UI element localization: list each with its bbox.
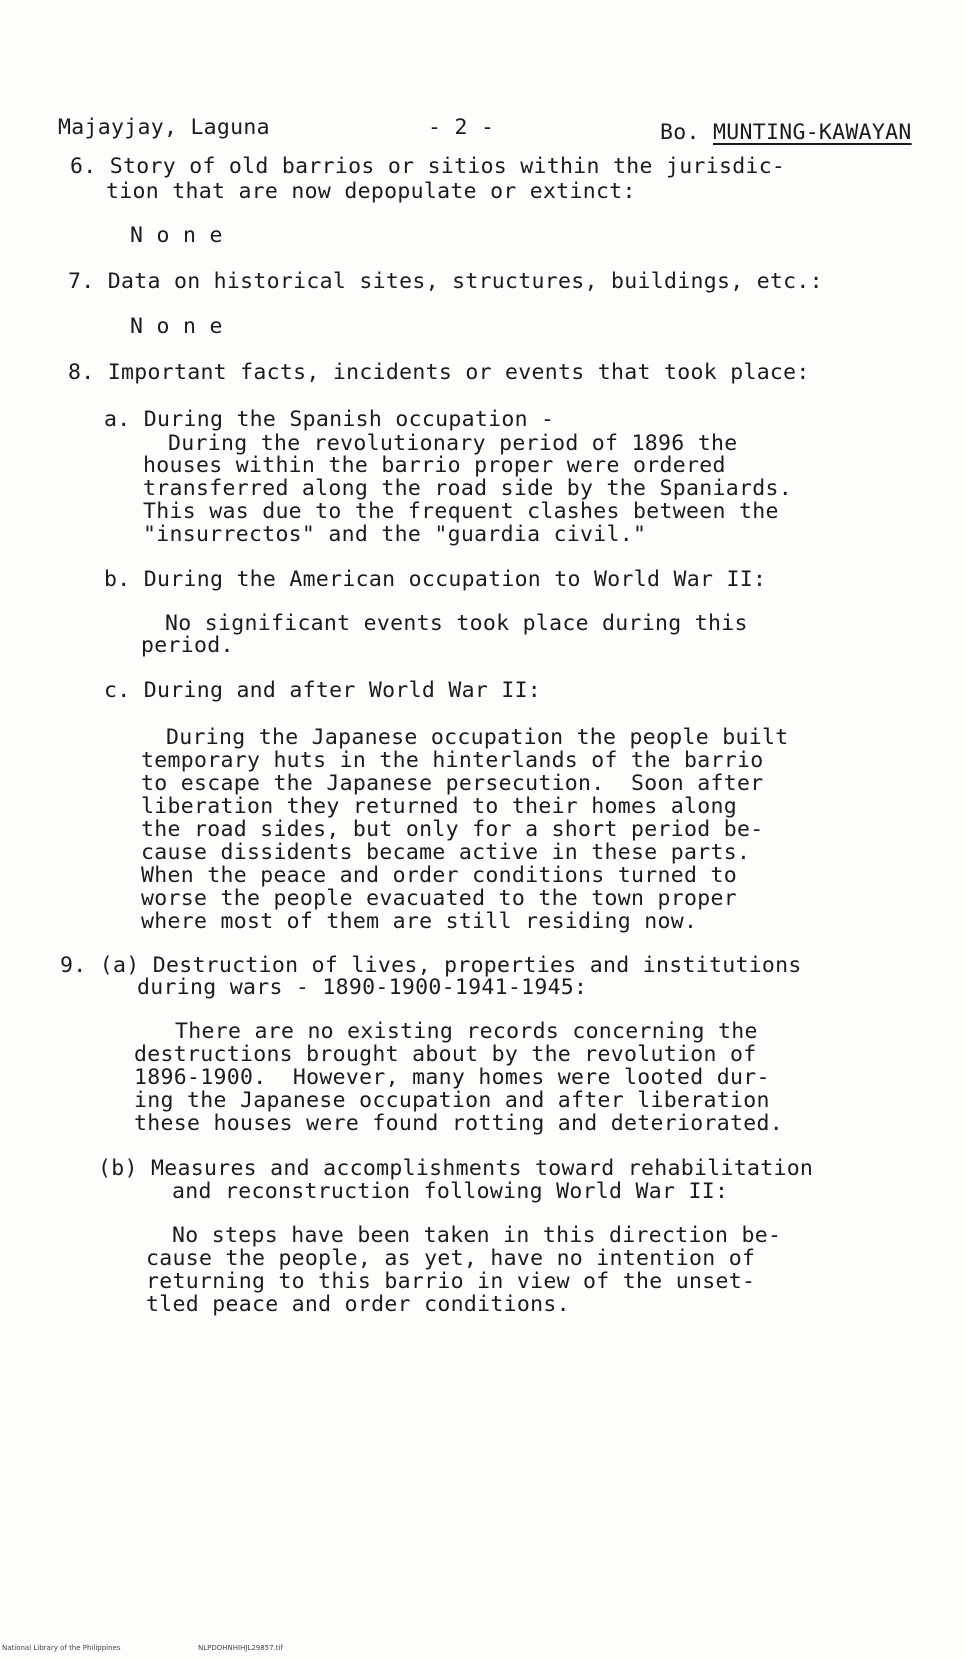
- item8c-line: where most of them are still residing now.: [141, 909, 698, 934]
- item8c-line: worse the people evacuated to the town proper: [141, 886, 737, 911]
- item9a-line: There are no existing records concerning the: [175, 1019, 758, 1044]
- item8b-line: period.: [141, 633, 234, 658]
- item8a-heading: a. During the Spanish occupation -: [104, 407, 555, 432]
- item8c-line: temporary huts in the hinterlands of the barrio: [141, 748, 764, 773]
- item8c-line: the road sides, but only for a short period be-: [141, 817, 764, 842]
- item8a-line: "insurrectos" and the "guardia civil.": [143, 522, 647, 547]
- item9b-line: cause the people, as yet, have no intention of: [146, 1246, 756, 1271]
- item6-answer: N o n e: [130, 223, 223, 248]
- item8b-line: No significant events took place during this: [165, 611, 748, 636]
- item8c-line: liberation they returned to their homes along: [141, 794, 737, 819]
- item8c-line: cause dissidents became active in these parts.: [141, 840, 751, 865]
- item9b-heading-line1: (b) Measures and accomplishments toward rehabilitation: [98, 1156, 814, 1181]
- item6-question-line1: 6. Story of old barrios or sitios within the jurisdic-: [70, 154, 786, 179]
- item8-heading: 8. Important facts, incidents or events that took place:: [68, 360, 810, 385]
- item9a-line: these houses were found rotting and deteriorated.: [134, 1111, 783, 1136]
- item8c-line: During the Japanese occupation the people built: [166, 725, 789, 750]
- header-location: Majayjay, Laguna: [58, 115, 270, 140]
- item8b-heading: b. During the American occupation to World War II:: [104, 567, 767, 592]
- item9a-line: ing the Japanese occupation and after liberation: [134, 1088, 770, 1113]
- barrio-prefix: Bo.: [660, 120, 700, 145]
- footer-file-id: NLPDOHNHIHJL29857.tif: [198, 1644, 283, 1652]
- item9b-line: returning to this barrio in view of the unset-: [146, 1269, 756, 1294]
- footer-library: National Library of the Philippines: [2, 1644, 121, 1652]
- barrio-name: MUNTING-KAWAYAN: [712, 120, 912, 145]
- item8a-line: During the revolutionary period of 1896 the: [168, 431, 738, 456]
- item8a-line: transferred along the road side by the Spaniards.: [143, 476, 792, 501]
- item9b-heading-line2: and reconstruction following World War II:: [172, 1179, 729, 1204]
- item9a-heading-line1: 9. (a) Destruction of lives, properties and institutions: [60, 953, 802, 978]
- item8a-line: houses within the barrio proper were ordered: [143, 453, 726, 478]
- item9b-line: tled peace and order conditions.: [146, 1292, 570, 1317]
- item6-question-line2: tion that are now depopulate or extinct:: [106, 179, 636, 204]
- item8c-line: When the peace and order conditions turned to: [141, 863, 737, 888]
- item9b-line: No steps have been taken in this direction be-: [172, 1223, 782, 1248]
- item8c-heading: c. During and after World War II:: [104, 678, 542, 703]
- header-barrio: [660, 121, 912, 145]
- page-number: - 2 -: [428, 115, 495, 140]
- item8a-line: This was due to the frequent clashes between the: [143, 499, 779, 524]
- item8c-line: to escape the Japanese persecution. Soon after: [141, 771, 764, 796]
- item9a-heading-line2: during wars - 1890-1900-1941-1945:: [137, 975, 588, 1000]
- item9a-line: 1896-1900. However, many homes were looted dur-: [134, 1065, 770, 1090]
- item7-question: 7. Data on historical sites, structures, buildings, etc.:: [68, 269, 823, 294]
- item9a-line: destructions brought about by the revolution of: [134, 1042, 757, 1067]
- item7-answer: N o n e: [130, 314, 223, 339]
